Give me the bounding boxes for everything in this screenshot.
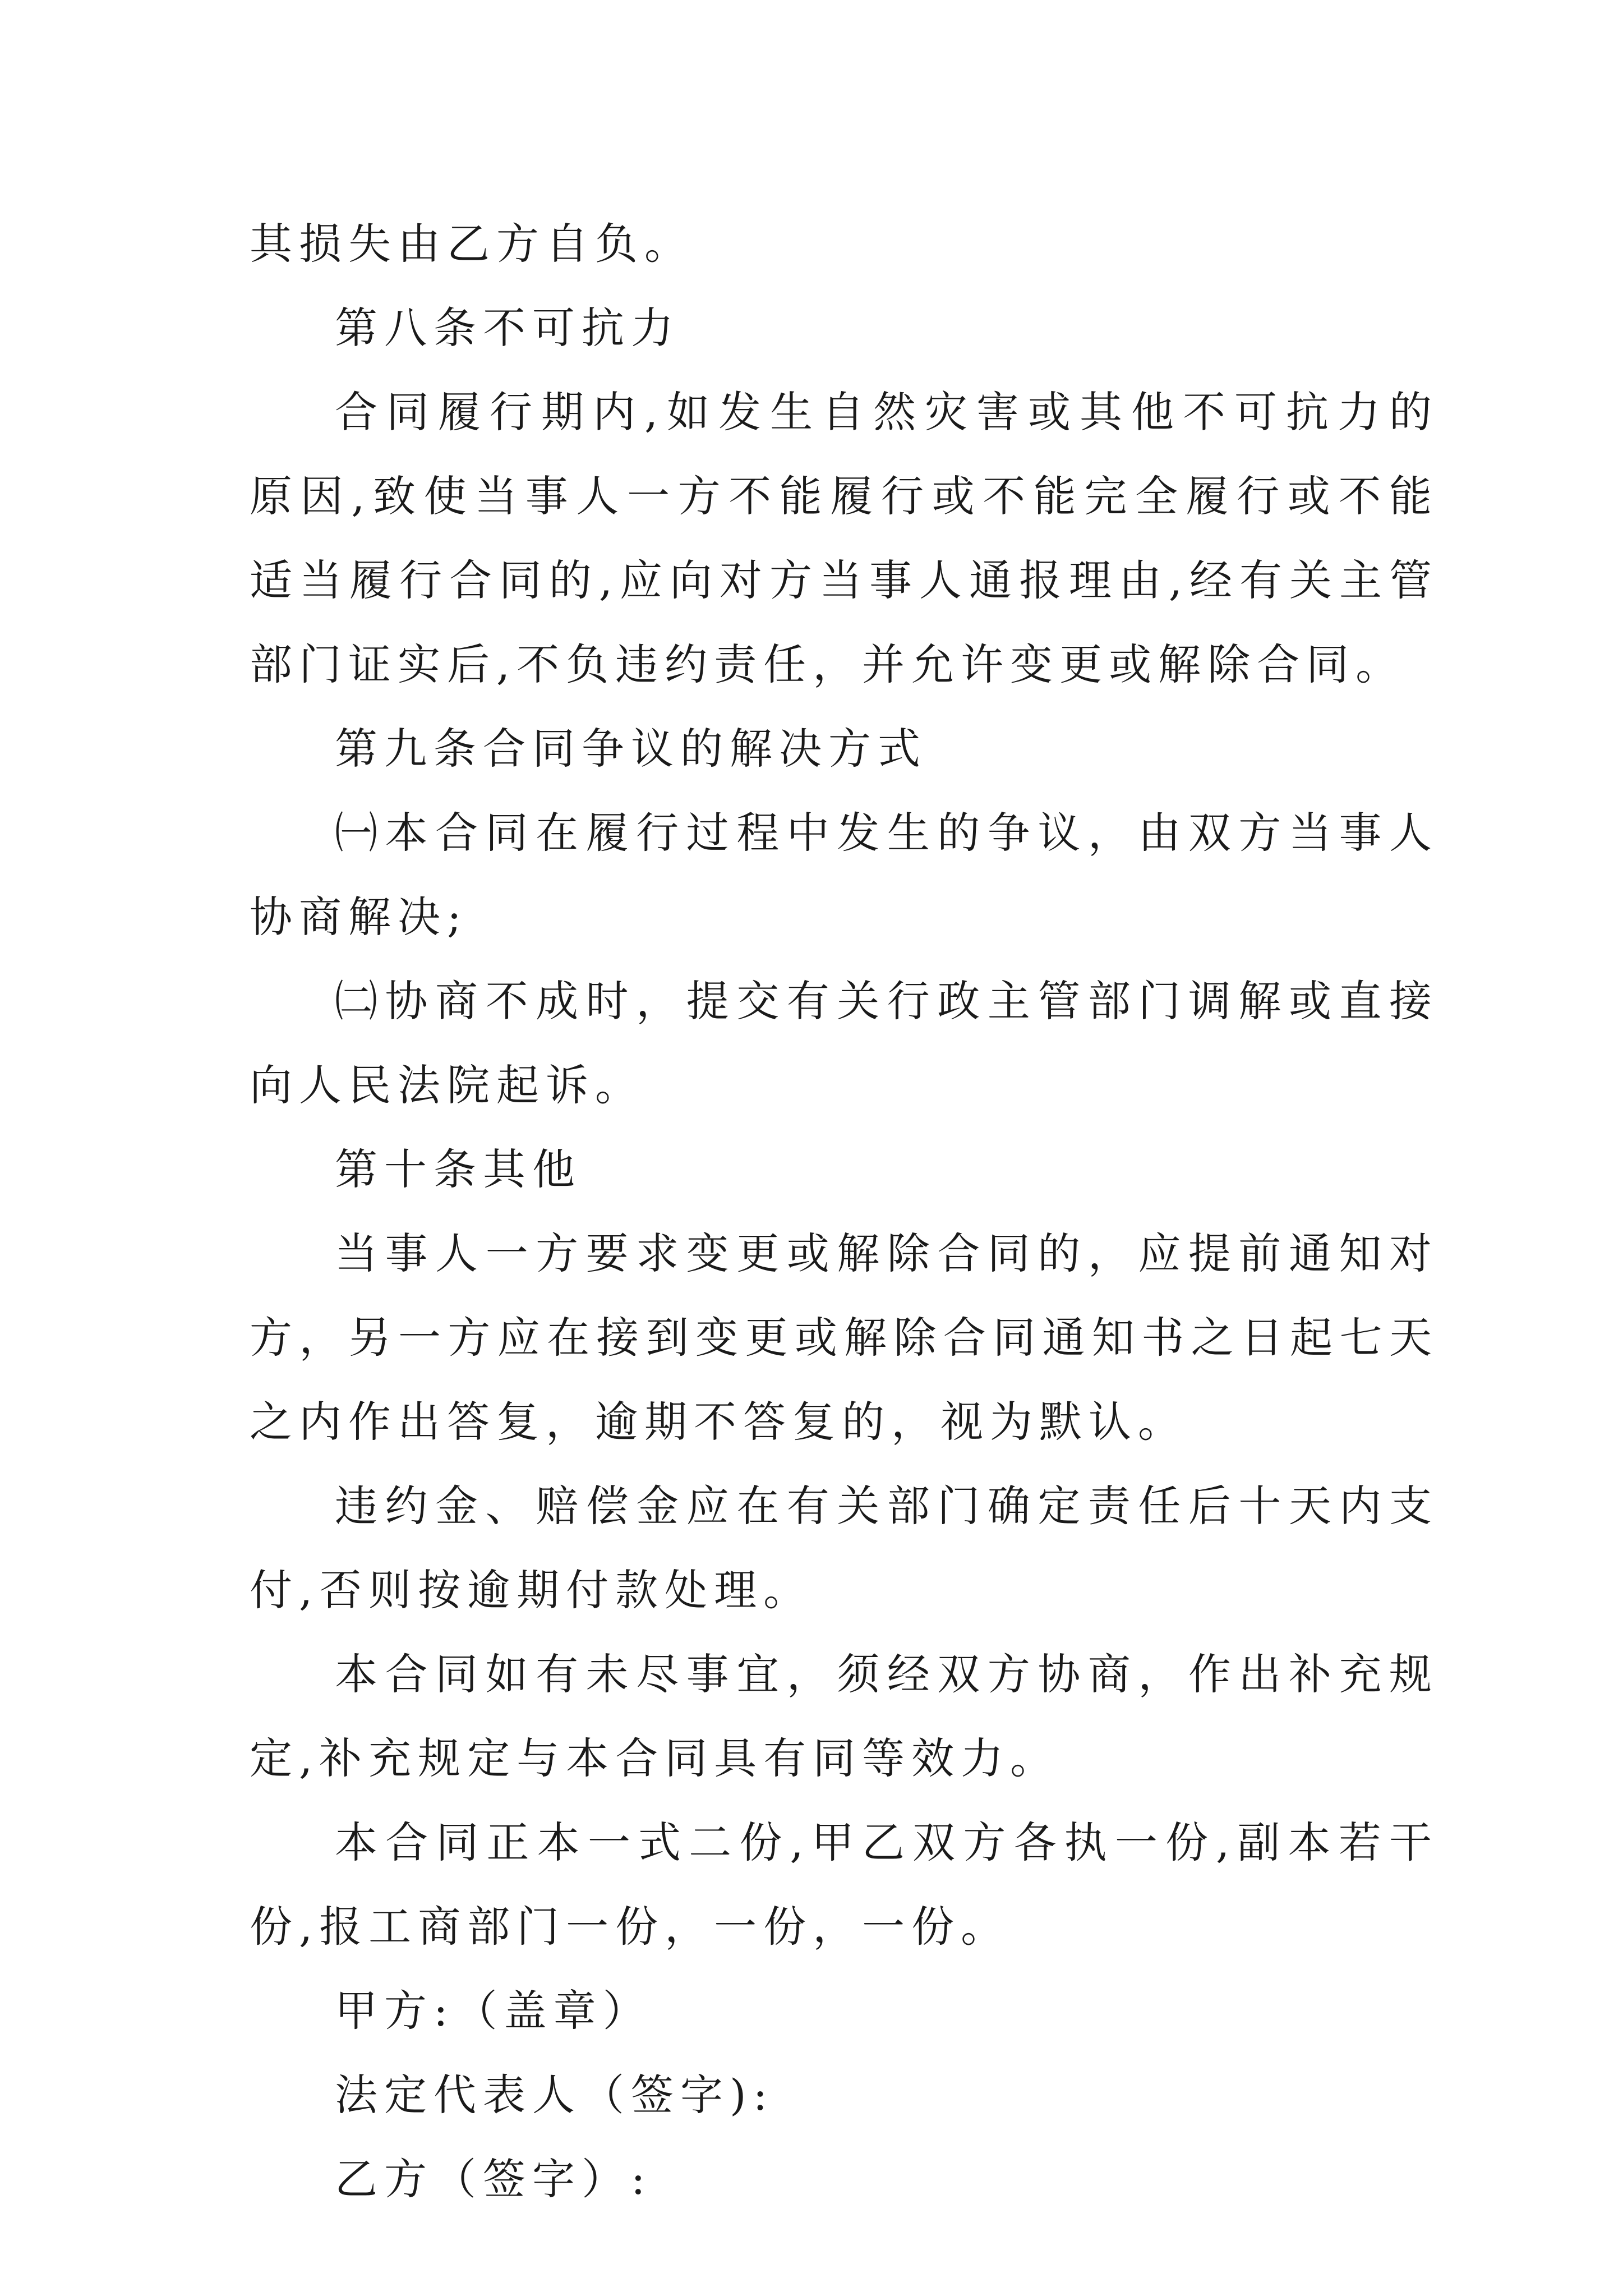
article-9-item-2: ㈡协商不成时，提交有关行政主管部门调解或直接向人民法院起诉。 xyxy=(250,976,1438,1110)
article-10-body-1: 当事人一方要求变更或解除合同的，应提前通知对方，另一方应在接到变更或解除合同通知书之日起七天之内作出答复，逾期不答复的，视为默认。 xyxy=(250,1228,1438,1447)
article-9-heading: 第九条合同争议的解决方式 xyxy=(335,724,927,774)
article-10-body-3: 本合同如有未尽事宜，须经双方协商，作出补充规定,补充规定与本合同具有同等效力。 xyxy=(250,1649,1438,1783)
contract-text-body xyxy=(250,202,1438,2221)
legal-representative-signature-line: 法定代表人（签字): xyxy=(335,2070,774,2120)
article-10-body-2: 违约金、赔偿金应在有关部门确定责任后十天内支付,否则按逾期付款处理。 xyxy=(250,1481,1438,1615)
article-10-body-4: 本合同正本一式二份,甲乙双方各执一份,副本若干份,报工商部门一份，一份，一份。 xyxy=(250,1818,1438,1952)
article-9-item-1: ㈠本合同在履行过程中发生的争议，由双方当事人协商解决; xyxy=(250,808,1438,942)
paragraph-loss-self-borne: 其损失由乙方自负。 xyxy=(250,219,694,269)
article-10-heading: 第十条其他 xyxy=(335,1144,582,1194)
party-b-signature-line: 乙方（签字）: xyxy=(335,2154,652,2204)
article-8-body: 合同履行期内,如发生自然灾害或其他不可抗力的原因,致使当事人一方不能履行或不能完全履行或不能适当履行合同的,应向对方当事人通报理由,经有关主管部门证实后,不负违约责任，并允许变更或解除合同。 xyxy=(250,387,1438,689)
party-a-seal-line: 甲方:（盖章） xyxy=(335,1986,652,2036)
article-8-heading: 第八条不可抗力 xyxy=(335,303,680,353)
